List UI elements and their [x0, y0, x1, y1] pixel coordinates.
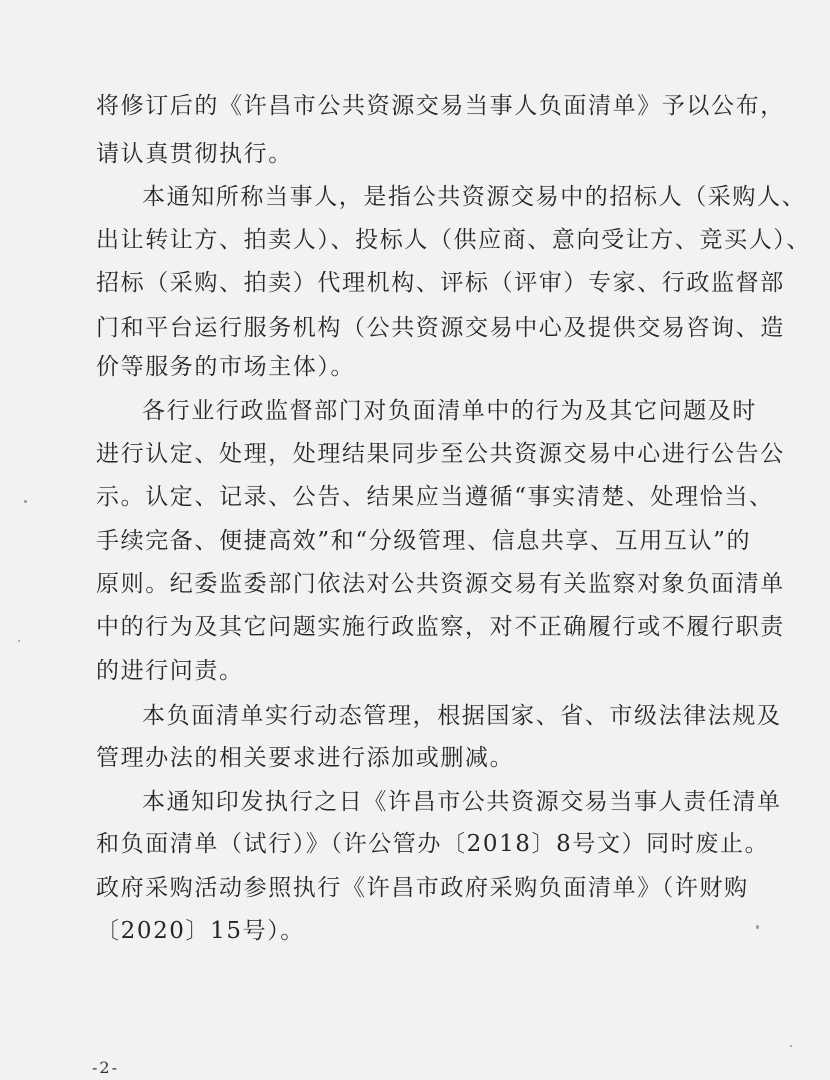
paragraph-3-line-7: 的进行问责。	[96, 658, 244, 684]
paragraph-3-line-4: 手续完备、便捷高效”和“分级管理、信息共享、互用互认”的	[96, 528, 752, 554]
paragraph-3-line-5: 原则。纪委监委部门依法对公共资源交易有关监察对象负面清单	[96, 571, 785, 597]
page-number: -2-	[92, 1058, 119, 1077]
paragraph-2-line-4: 门和平台运行服务机构（公共资源交易中心及提供交易咨询、造	[96, 315, 785, 341]
paragraph-3-line-6: 中的行为及其它问题实施行政监察，对不正确履行或不履行职责	[96, 614, 785, 640]
scan-speck	[18, 640, 20, 642]
text-line-1: 将修订后的《许昌市公共资源交易当事人负面清单》予以公布，	[96, 93, 785, 119]
scan-speck	[790, 1045, 792, 1047]
paragraph-5-line-4: 〔2020〕15号）。	[96, 918, 305, 944]
paragraph-5-line-1: 本通知印发执行之日《许昌市公共资源交易当事人责任清单	[142, 789, 782, 815]
paragraph-3-line-3: 示。认定、记录、公告、结果应当遵循“事实清楚、处理恰当、	[96, 484, 774, 510]
paragraph-2-line-3: 招标（采购、拍卖）代理机构、评标（评审）专家、行政监督部	[96, 270, 785, 296]
paragraph-2-line-1: 本通知所称当事人，是指公共资源交易中的招标人（采购人、	[142, 184, 807, 210]
text-line-2: 请认真贯彻执行。	[96, 141, 293, 167]
paragraph-2-line-2: 出让转让方、拍卖人）、投标人（供应商、意向受让方、竞买人）、	[96, 227, 811, 253]
paragraph-4-line-2: 管理办法的相关要求进行添加或删减。	[96, 745, 515, 771]
scan-speck	[24, 500, 27, 503]
paragraph-5-line-2: 和负面清单（试行）》（许公管办〔2018〕8号文）同时废止。	[96, 831, 770, 857]
paragraph-5-line-3: 政府采购活动参照执行《许昌市政府采购负面清单》（许财购	[96, 875, 749, 901]
scan-speck	[756, 925, 759, 929]
paragraph-2-line-5: 价等服务的市场主体）。	[96, 354, 356, 380]
paragraph-4-line-1: 本负面清单实行动态管理，根据国家、省、市级法律法规及	[142, 703, 782, 729]
paragraph-3-line-1: 各行业行政监督部门对负面清单中的行为及其它问题及时	[142, 398, 757, 424]
paragraph-3-line-2: 进行认定、处理，处理结果同步至公共资源交易中心进行公告公	[96, 441, 785, 467]
